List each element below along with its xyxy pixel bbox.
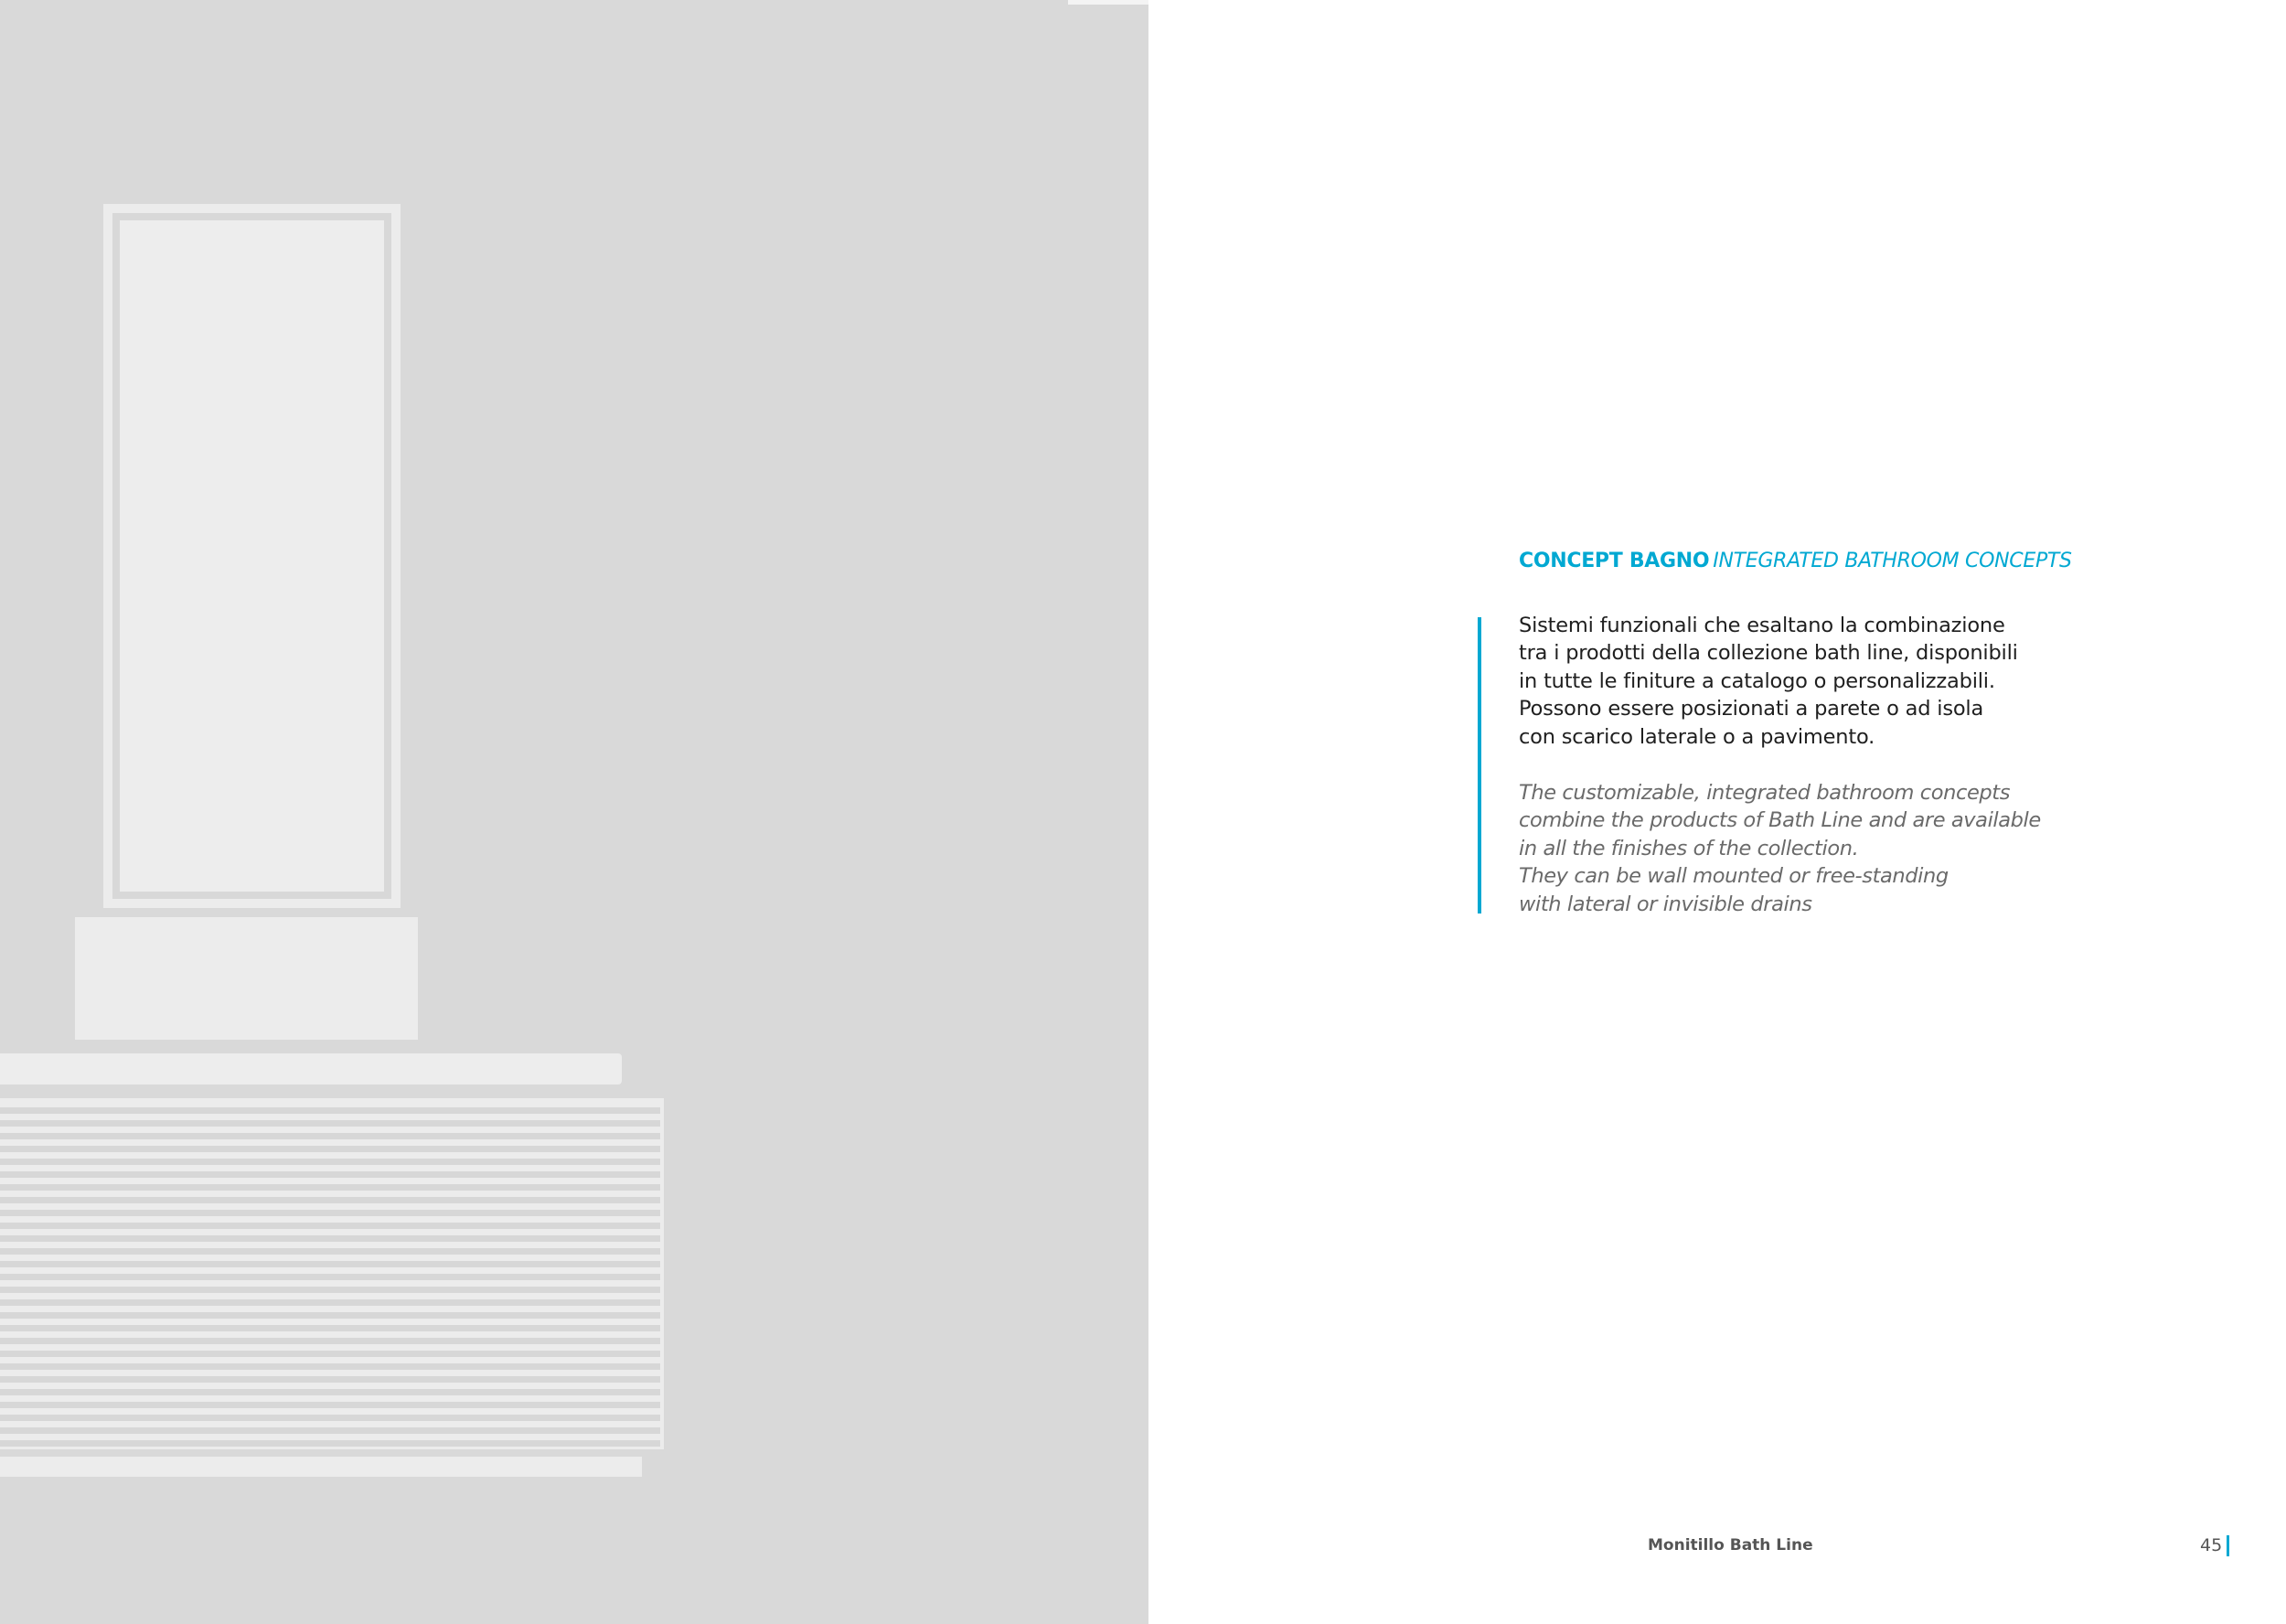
- english-line: They can be wall mounted or free-standing: [1519, 864, 1949, 889]
- page-number-accent-bar: [2227, 1535, 2229, 1556]
- english-line: in all the finishes of the collection.: [1519, 836, 1859, 860]
- mirror-glass: [120, 220, 384, 892]
- italian-line: in tutte le finiture a catalogo o personalizzabili.: [1519, 668, 1995, 693]
- italian-line: con scarico laterale o a pavimento.: [1519, 724, 1875, 749]
- footer-brand: Monitillo Bath Line: [1648, 1536, 1813, 1555]
- wall-cabinet: [75, 917, 418, 1040]
- italian-line: Sistemi funzionali che esaltano la combinazione: [1519, 614, 2005, 637]
- mirror-frame: [103, 204, 401, 908]
- italian-line: tra i prodotti della collezione bath line, disponibili: [1519, 641, 2018, 666]
- vanity-countertop: [0, 1053, 622, 1084]
- heading-italian: CONCEPT BAGNO: [1519, 550, 1710, 572]
- mirror-inner-border: [112, 213, 391, 899]
- heading-english: INTEGRATED BATHROOM CONCEPTS: [1713, 550, 2072, 572]
- english-line: combine the products of Bath Line and are available: [1519, 808, 2041, 833]
- italian-description: [1519, 612, 2018, 751]
- section-heading: [1519, 550, 2072, 572]
- panel-top-strip: [1068, 0, 1148, 5]
- english-line: with lateral or invisible drains: [1519, 892, 1812, 916]
- english-description: [1519, 779, 2041, 918]
- page-number: 45: [2200, 1535, 2223, 1555]
- slatted-vanity-base: [0, 1098, 664, 1449]
- english-line: The customizable, integrated bathroom concepts: [1519, 781, 2011, 805]
- italian-line: Possono essere posizionati a parete o ad isola: [1519, 697, 1984, 721]
- accent-bar: [1478, 617, 1481, 914]
- vanity-plinth: [0, 1457, 642, 1477]
